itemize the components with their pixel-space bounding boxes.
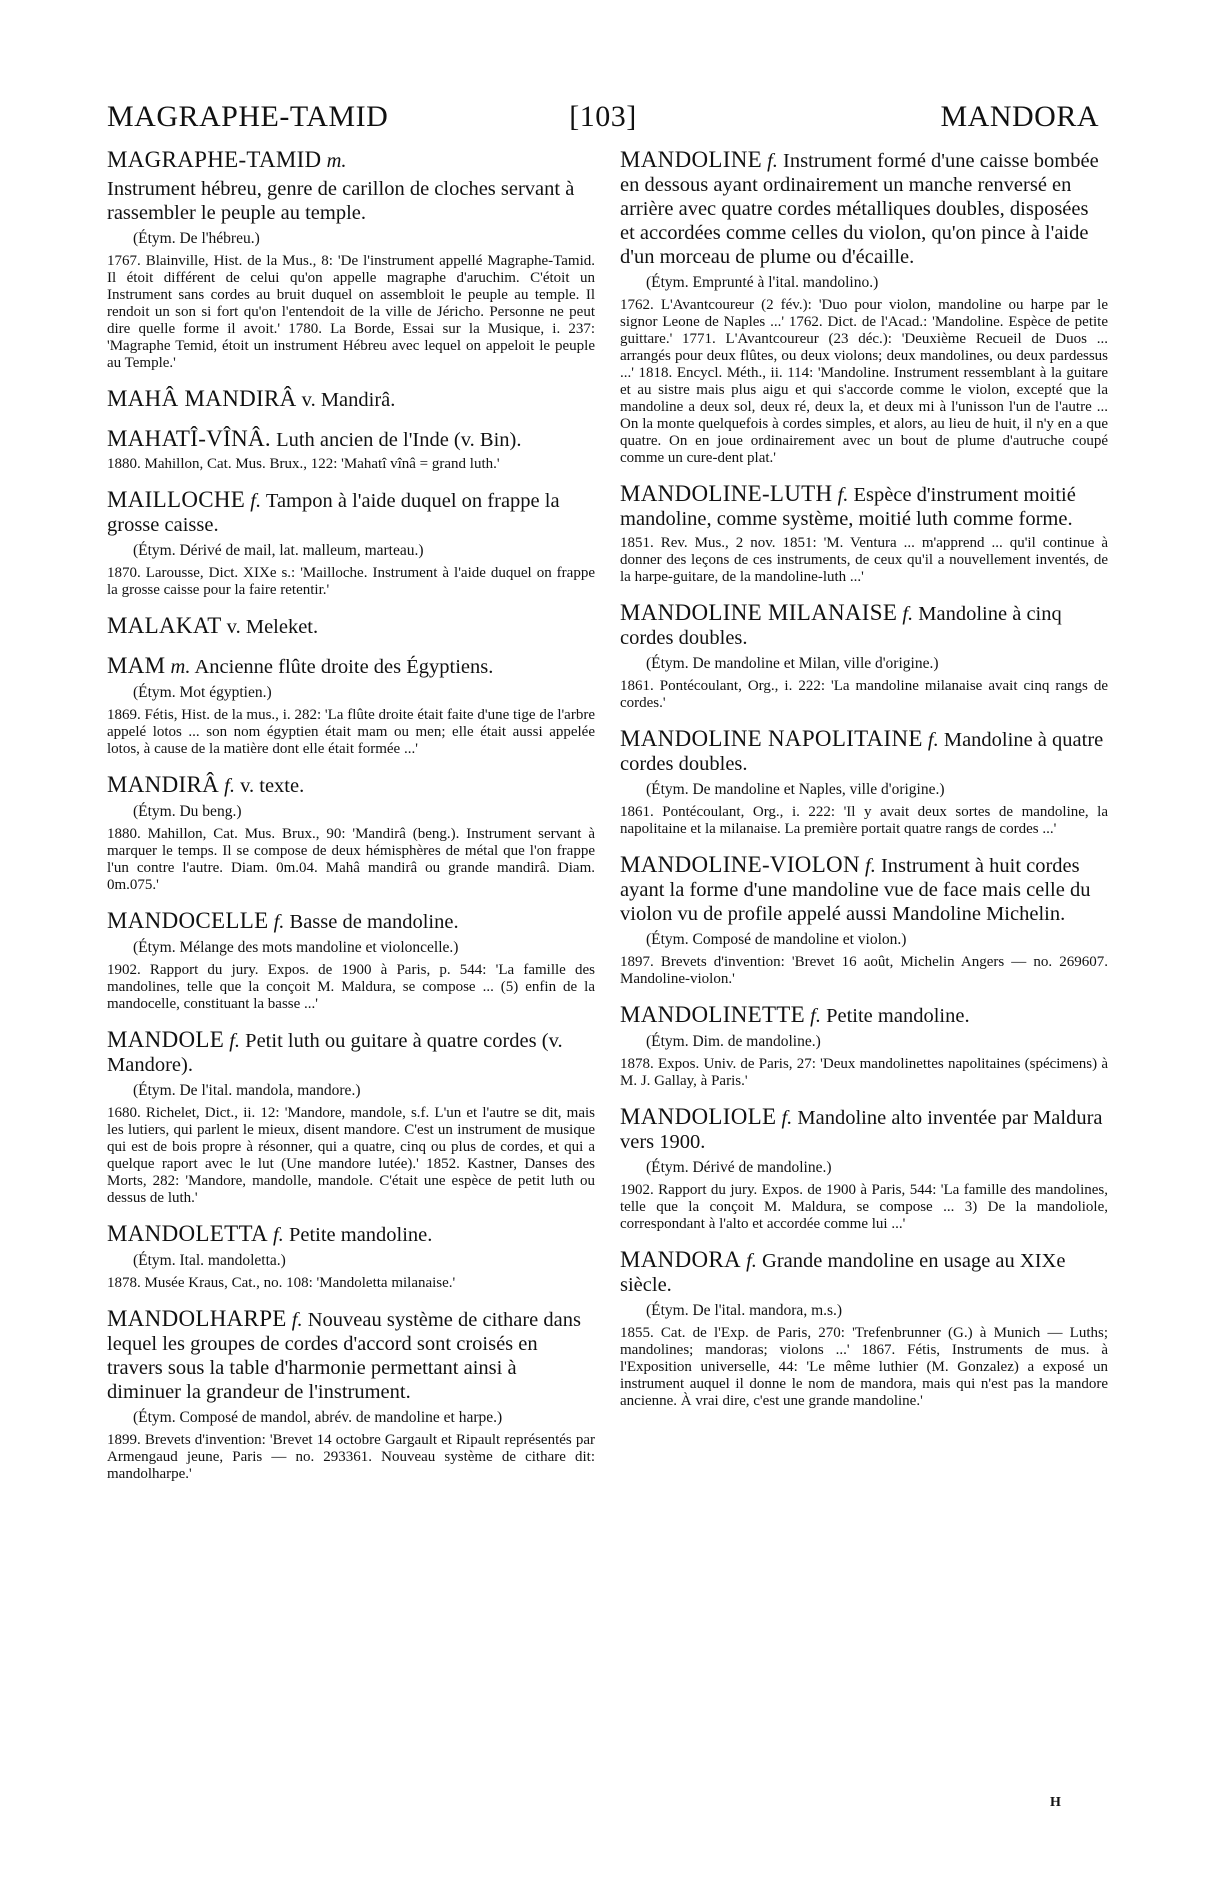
entry-headword: MAHATÎ-VÎNÂ. xyxy=(107,426,271,451)
entry-gender: f. xyxy=(229,1030,241,1052)
entry-definition: Nouveau système de cithare dans lequel les groupes de cordes d'accord sont croisés en travers sous la table d'harmonie permettant ainsi à diminuer la grandeur de l'instrument. xyxy=(107,1309,581,1403)
entry-headword: MALAKAT xyxy=(107,613,222,638)
entry-gender: f. xyxy=(810,1005,821,1027)
entry-definition: v. texte. xyxy=(240,775,305,797)
dictionary-entry xyxy=(107,773,595,894)
entry-citations: 1878. Expos. Univ. de Paris, 27: 'Deux mandolinettes napolitaines (spécimens) à M. J. Gallay, à Paris.' xyxy=(620,1056,1108,1089)
dictionary-entry xyxy=(107,488,595,599)
entry-definition: Ancienne flûte droite des Égyptiens. xyxy=(194,656,494,678)
running-head-right: MANDORA xyxy=(940,100,1099,133)
entry-etymology: (Étym. De l'hébreu.) xyxy=(133,230,260,247)
entry-definition-line xyxy=(620,727,1108,776)
entry-citations: 1762. L'Avantcoureur (2 fév.): 'Duo pour violon, mandoline ou harpe par le signor Leone de Naples ...' 1762. Dict. de l'Acad.: 'Mandoline. Espèce de petite guittare.' 1771. L'Avantcoureur (23 déc.): 'Deuxième Recueil de Duos ... arrangés pour deux flûtes, ou deux violons; deux mandolines, ou deux pardessus ...' 1818. Encycl. Méth., ii. 114: 'Mandoline. Instrument ressemblant à la guitare et au sistre mais plus aigu et qui s'accorde comme le violon, excepté que la mandoline a deux sol, deux ré, deux la, et deux mi à l'unisson l'un de l'autre ... On la monte quelquefois à cordes simples, et alors, au lieu de huit, il n'y en a que quatre. On en joue ordinairement avec un bout de plume d'autruche coupé comme un cure-dent plat.' xyxy=(620,297,1108,466)
entry-etymology: (Étym. De mandoline et Milan, ville d'origine.) xyxy=(646,655,939,672)
entry-definition-line xyxy=(107,909,595,934)
entry-gender: f. xyxy=(250,490,262,512)
left-column xyxy=(107,148,595,1498)
entry-citations: 1878. Musée Kraus, Cat., no. 108: 'Mandoletta milanaise.' xyxy=(107,1275,456,1291)
entry-definition-line xyxy=(107,654,595,679)
entry-headword: MANDOLE xyxy=(107,1027,225,1052)
dictionary-entry xyxy=(620,148,1108,467)
right-column xyxy=(620,148,1108,1425)
entry-citations: 1767. Blainville, Hist. de la Mus., 8: 'De l'instrument appellé Magraphe-Tamid. Il étoit différent de celui qu'on appelle magraphe d'aruchim. C'étoit un Instrument sans cordes au bruit duquel on assembloit le peuple au temple. Il rendoit un son si fort qu'on l'entendoit de la ville de Jéricho. Personne ne peut dire quelle forme il avoit.' 1780. La Borde, Essai sur la Musique, i. 237: 'Magraphe Temid, étoit un instrument Hébreu avec lequel on appeloit le peuple au Temple.' xyxy=(107,253,595,371)
entry-definition-line xyxy=(620,1003,1108,1028)
entry-citations: 1899. Brevets d'invention: 'Brevet 14 octobre Gargault et Ripault représentés par Armengaud jeune, Paris — no. 293361. Nouveau système de cithare dit: mandolharpe.' xyxy=(107,1432,595,1482)
entry-headword: MANDOLETTA xyxy=(107,1221,268,1246)
entry-definition: v. Meleket. xyxy=(226,616,319,638)
entry-gender: f. xyxy=(291,1309,303,1331)
entry-definition-line xyxy=(107,387,595,412)
entry-headword: MANDOLINE-LUTH xyxy=(620,481,833,506)
entry-gender: f. xyxy=(837,484,849,506)
entry-citations: 1897. Brevets d'invention: 'Brevet 16 août, Michelin Angers — no. 269607. Mandoline-violon.' xyxy=(620,954,1108,987)
entry-etymology: (Étym. Composé de mandoline et violon.) xyxy=(646,931,907,948)
entry-definition-line xyxy=(620,853,1108,926)
entry-headword: MAM xyxy=(107,653,166,678)
entry-definition: Mandoline à cinq cordes doubles. xyxy=(620,603,1062,649)
entry-definition: Basse de mandoline. xyxy=(289,911,459,933)
dictionary-entry xyxy=(620,727,1108,838)
entry-headword: MAGRAPHE-TAMID xyxy=(107,147,322,172)
entry-headword: MANDOLINETTE xyxy=(620,1002,806,1027)
entry-gender: m. xyxy=(326,150,347,172)
entry-definition-line xyxy=(620,482,1108,531)
entry-citations: 1880. Mahillon, Cat. Mus. Brux., 122: 'Mahatî vînâ = grand luth.' xyxy=(107,456,500,472)
entry-etymology: (Étym. De l'ital. mandora, m.s.) xyxy=(646,1302,843,1319)
entry-definition-line xyxy=(107,148,595,173)
entry-headword: MANDIRÂ xyxy=(107,772,219,797)
entry-headword: MANDOLINE xyxy=(620,147,762,172)
entry-headword: MANDOLIOLE xyxy=(620,1104,777,1129)
entry-headword: MANDOLINE NAPOLITAINE xyxy=(620,726,923,751)
entry-definition: Tampon à l'aide duquel on frappe la grosse caisse. xyxy=(107,490,560,536)
entry-citations: 1861. Pontécoulant, Org., i. 222: 'La mandoline milanaise avait cinq rangs de cordes.' xyxy=(620,678,1108,711)
dictionary-entry xyxy=(107,1028,595,1207)
entry-headword: MANDOCELLE xyxy=(107,908,269,933)
dictionary-entry xyxy=(107,1222,595,1292)
dictionary-entry xyxy=(620,1003,1108,1090)
entry-etymology: (Étym. Mot égyptien.) xyxy=(133,684,272,701)
entry-gender: f. xyxy=(902,603,914,625)
entry-gender: f. xyxy=(865,855,876,877)
entry-citations: 1902. Rapport du jury. Expos. de 1900 à Paris, 544: 'La famille des mandolines, telle que la conçoit M. Maldura, se compose ... 3) De la mandoliole, correspondant à l'alto et accordée comme lui ...' xyxy=(620,1182,1108,1232)
entry-etymology: (Étym. Dérivé de mail, lat. malleum, marteau.) xyxy=(133,542,424,559)
entry-definition: Petite mandoline. xyxy=(288,1224,433,1246)
entry-citations: 1902. Rapport du jury. Expos. de 1900 à Paris, p. 544: 'La famille des mandolines, telle que la conçoit M. Maldura, se compose ... (5) enfin de la mandocelle, constituant la basse ...' xyxy=(107,962,595,1012)
entry-citations: 1855. Cat. de l'Exp. de Paris, 270: 'Trefenbrunner (G.) à Munich — Luths; mandolines; mandoras; violons ...' 1867. Fétis, Instruments de mus. à l'Exposition universelle, 44: 'Le même luthier (M. Gonzalez) a exposé un instrument auquel il donne le nom de mandora, mais qui n'est pas la mandore ancienne. À vrai dire, c'est une grande mandoline.' xyxy=(620,1325,1108,1409)
entry-headword: MANDORA xyxy=(620,1247,741,1272)
entry-citations: 1680. Richelet, Dict., ii. 12: 'Mandore, mandole, s.f. L'un et l'autre se dit, mais les lutiers, qui parlent le mieux, disent mandore. C'est un instrument de musique qui est de bois propre à résonner, qui a quatre, cinq ou plus de cordes, et qui a quelque raport avec le lut (Une mandore lutée).' 1852. Kastner, Danses des Morts, 282: 'Mandore, mandolle, mandole. C'était une espèce de petit luth ou dessus de luth.' xyxy=(107,1105,595,1206)
entry-definition-block: Instrument hébreu, genre de carillon de cloches servant à rassembler le peuple au temple. xyxy=(107,178,575,224)
dictionary-entry xyxy=(620,1105,1108,1233)
entry-definition-line xyxy=(107,488,595,537)
dictionary-entry xyxy=(620,601,1108,712)
signature-mark: H xyxy=(1050,1795,1061,1810)
entry-headword: MANDOLHARPE xyxy=(107,1306,287,1331)
entry-gender: f. xyxy=(224,775,235,797)
entry-definition-line xyxy=(107,1307,595,1404)
entry-citations: 1851. Rev. Mus., 2 nov. 1851: 'M. Ventura ... m'apprend ... qu'il continue à donner des leçons de ces instruments, de ceux qu'il a nouvellement inventés, de la harpe-guitare, de la mandoline-luth ...' xyxy=(620,535,1108,585)
entry-etymology: (Étym. Ital. mandoletta.) xyxy=(133,1252,286,1269)
entry-etymology: (Étym. Dérivé de mandoline.) xyxy=(646,1159,832,1176)
entry-definition: Luth ancien de l'Inde (v. Bin). xyxy=(276,429,522,451)
entry-definition-line xyxy=(107,1222,595,1247)
entry-citations: 1880. Mahillon, Cat. Mus. Brux., 90: 'Mandirâ (beng.). Instrument servant à marquer le temps. Il se compose de deux hémisphères de métal que l'on frappe l'un contre l'autre. Diam. 0m.04. Mahâ mandirâ ou grande mandirâ. Diam. 0m.075.' xyxy=(107,826,595,893)
entry-gender: f. xyxy=(767,150,778,172)
page-number: [103] xyxy=(569,100,637,133)
entry-etymology: (Étym. Mélange des mots mandoline et violoncelle.) xyxy=(133,939,459,956)
dictionary-entry xyxy=(107,387,595,412)
entry-definition-line xyxy=(620,1248,1108,1297)
entry-definition: Petit luth ou guitare à quatre cordes (v. Mandore). xyxy=(107,1030,563,1076)
entry-etymology: (Étym. Dim. de mandoline.) xyxy=(646,1033,821,1050)
dictionary-entry xyxy=(107,909,595,1013)
entry-definition-line xyxy=(107,773,595,798)
entry-citations: 1869. Fétis, Hist. de la mus., i. 282: 'La flûte droite était faite d'une tige de l'arbre appelé lotos ... son nom égyptien était mam ou men; elle était aussi appelée lotos, à cause de la matière dont elle était formée ...' xyxy=(107,707,595,757)
dictionary-entry xyxy=(107,427,595,473)
entry-headword: MANDOLINE-VIOLON xyxy=(620,852,860,877)
entry-gender: f. xyxy=(781,1107,793,1129)
dictionary-entry xyxy=(620,853,1108,988)
entry-definition: Mandoline à quatre cordes doubles. xyxy=(620,729,1104,775)
entry-citations: 1861. Pontécoulant, Org., i. 222: 'Il y avait deux sortes de mandoline, la napolitaine et la milanaise. La première portait quatre rangs de cordes ...' xyxy=(620,804,1108,837)
entry-etymology: (Étym. Emprunté à l'ital. mandolino.) xyxy=(646,274,879,291)
entry-definition-line xyxy=(107,614,595,639)
entry-definition-line xyxy=(107,1028,595,1077)
entry-gender: f. xyxy=(273,911,285,933)
entry-headword: MAHÂ MANDIRÂ xyxy=(107,386,297,411)
running-head-left: MAGRAPHE-TAMID xyxy=(107,100,389,133)
dictionary-entry xyxy=(107,1307,595,1483)
entry-headword: MAILLOCHE xyxy=(107,487,246,512)
entry-gender: f. xyxy=(746,1250,757,1272)
entry-definition: v. Mandirâ. xyxy=(301,389,396,411)
dictionary-entry xyxy=(620,1248,1108,1410)
entry-definition-line xyxy=(620,1105,1108,1154)
entry-definition-line xyxy=(620,601,1108,650)
entry-etymology: (Étym. De l'ital. mandola, mandore.) xyxy=(133,1082,361,1099)
entry-gender: f. xyxy=(927,729,939,751)
entry-definition: Mandoline alto inventée par Maldura vers 1900. xyxy=(620,1107,1103,1153)
entry-definition: Espèce d'instrument moitié mandoline, comme système, moitié luth comme forme. xyxy=(620,484,1076,530)
entry-citations: 1870. Larousse, Dict. XIXe s.: 'Mailloche. Instrument à l'aide duquel on frappe la grosse caisse pour la faire retentir.' xyxy=(107,565,595,598)
dictionary-entry xyxy=(620,482,1108,586)
entry-definition: Grande mandoline en usage au XIXe siècle. xyxy=(620,1250,1066,1296)
entry-headword: MANDOLINE MILANAISE xyxy=(620,600,898,625)
entry-definition: Instrument à huit cordes ayant la forme d'une mandoline vue de face mais celle du violon vu de profile appelé aussi Mandoline Michelin. xyxy=(620,855,1091,925)
entry-definition: Petite mandoline. xyxy=(826,1005,970,1027)
entry-etymology: (Étym. De mandoline et Naples, ville d'origine.) xyxy=(646,781,945,798)
entry-definition-line xyxy=(620,148,1108,269)
dictionary-entry xyxy=(107,614,595,639)
entry-definition: Instrument formé d'une caisse bombée en dessous ayant ordinairement un manche renversé en arrière avec quatre cordes métalliques doubles, disposées et accordées comme celles du violon, qu'on pince à l'aide d'un morceau de plume ou d'écaille. xyxy=(620,150,1099,268)
entry-gender: m. xyxy=(170,656,191,678)
entry-definition-line xyxy=(107,427,595,452)
entry-etymology: (Étym. Du beng.) xyxy=(133,803,242,820)
entry-gender: f. xyxy=(272,1224,284,1246)
entry-etymology: (Étym. Composé de mandol, abrév. de mandoline et harpe.) xyxy=(133,1409,503,1426)
dictionary-entry xyxy=(107,148,595,372)
dictionary-entry xyxy=(107,654,595,758)
